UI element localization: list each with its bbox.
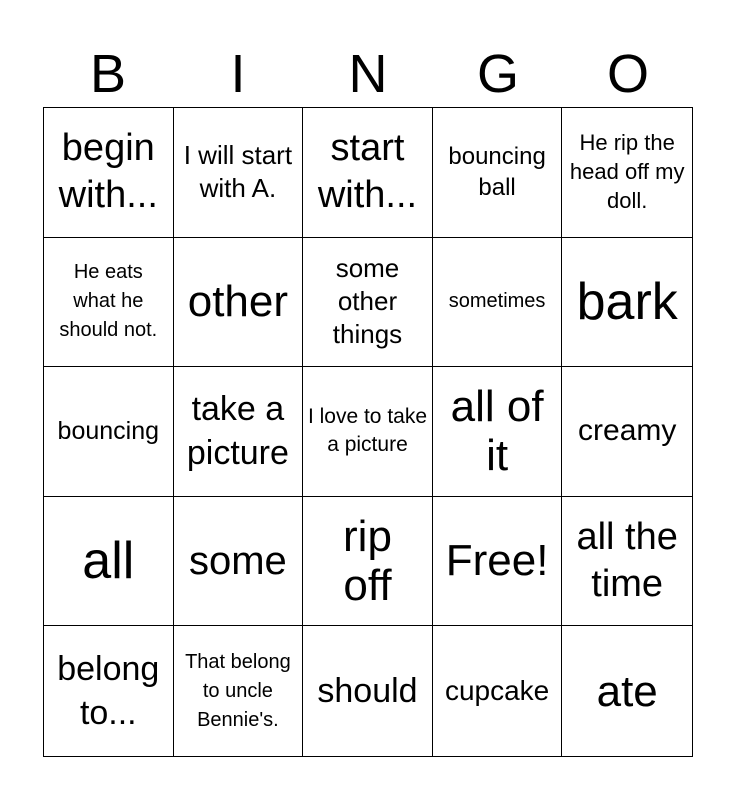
bingo-cell-r5c2[interactable] (174, 626, 304, 756)
bingo-cell-r5c5[interactable] (562, 626, 692, 756)
cell-text: ate (596, 666, 658, 716)
cell-text: take a picture (186, 390, 289, 473)
bingo-cell-r5c3[interactable] (303, 626, 433, 756)
cell-text: some other things (332, 253, 403, 350)
cell-text: some (188, 538, 287, 583)
bingo-cell-r4c5[interactable] (562, 497, 692, 627)
bingo-cell-r3c1[interactable] (44, 367, 174, 497)
bingo-cell-r3c5[interactable] (562, 367, 692, 497)
bingo-cell-r2c5[interactable] (562, 238, 692, 368)
cell-text: Free! (445, 536, 549, 586)
cell-text: all (82, 532, 135, 591)
bingo-header (43, 40, 693, 108)
bingo-cell-r2c4[interactable] (433, 238, 563, 368)
bingo-cell-r2c1[interactable] (44, 238, 174, 368)
header-letter-n: N (348, 44, 388, 104)
cell-text: start with... (317, 126, 418, 217)
cell-text: I will start with A. (183, 140, 293, 204)
header-letter-i: I (230, 44, 246, 104)
bingo-cell-r1c5[interactable] (562, 108, 692, 238)
bingo-cell-r5c1[interactable] (44, 626, 174, 756)
cell-text: should (317, 672, 418, 711)
cell-text: all the time (576, 515, 678, 606)
bingo-cell-r3c2[interactable] (174, 367, 304, 497)
cell-text: all of it (450, 382, 544, 481)
bingo-cell-r1c2[interactable] (174, 108, 304, 238)
cell-text: rip off (343, 511, 392, 611)
cell-text: bouncing ball (448, 143, 546, 202)
bingo-cell-r3c3[interactable] (303, 367, 433, 497)
bingo-cell-r4c1[interactable] (44, 497, 174, 627)
cell-text: sometimes (448, 290, 546, 313)
bingo-cell-r5c4[interactable] (433, 626, 563, 756)
bingo-cell-r2c3[interactable] (303, 238, 433, 368)
cell-text: That belong to uncle Bennie's. (185, 650, 291, 731)
cell-text: begin with... (58, 126, 158, 217)
bingo-cell-r3c4[interactable] (433, 367, 563, 497)
cell-text: belong to... (57, 650, 160, 733)
cell-text: bark (576, 272, 678, 331)
bingo-cell-r4c4[interactable] (433, 497, 563, 627)
cell-text: He eats what he should not. (59, 261, 158, 342)
header-letter-b: B (89, 44, 127, 104)
cell-text: cupcake (444, 675, 550, 707)
bingo-cell-r1c4[interactable] (433, 108, 563, 238)
bingo-cell-r4c3[interactable] (303, 497, 433, 627)
bingo-cell-r4c2[interactable] (174, 497, 304, 627)
header-letter-g: G (476, 44, 519, 104)
cell-text: other (187, 277, 289, 327)
bingo-cell-r1c3[interactable] (303, 108, 433, 238)
cell-text: bouncing (57, 417, 160, 446)
cell-text: I love to take a picture (307, 404, 428, 457)
bingo-cell-r2c2[interactable] (174, 238, 304, 368)
bingo-cell-r1c1[interactable] (44, 108, 174, 238)
header-letter-o: O (606, 44, 649, 104)
cell-text: He rip the head off my doll. (569, 130, 685, 213)
cell-text: creamy (578, 414, 677, 448)
bingo-board (43, 107, 693, 757)
